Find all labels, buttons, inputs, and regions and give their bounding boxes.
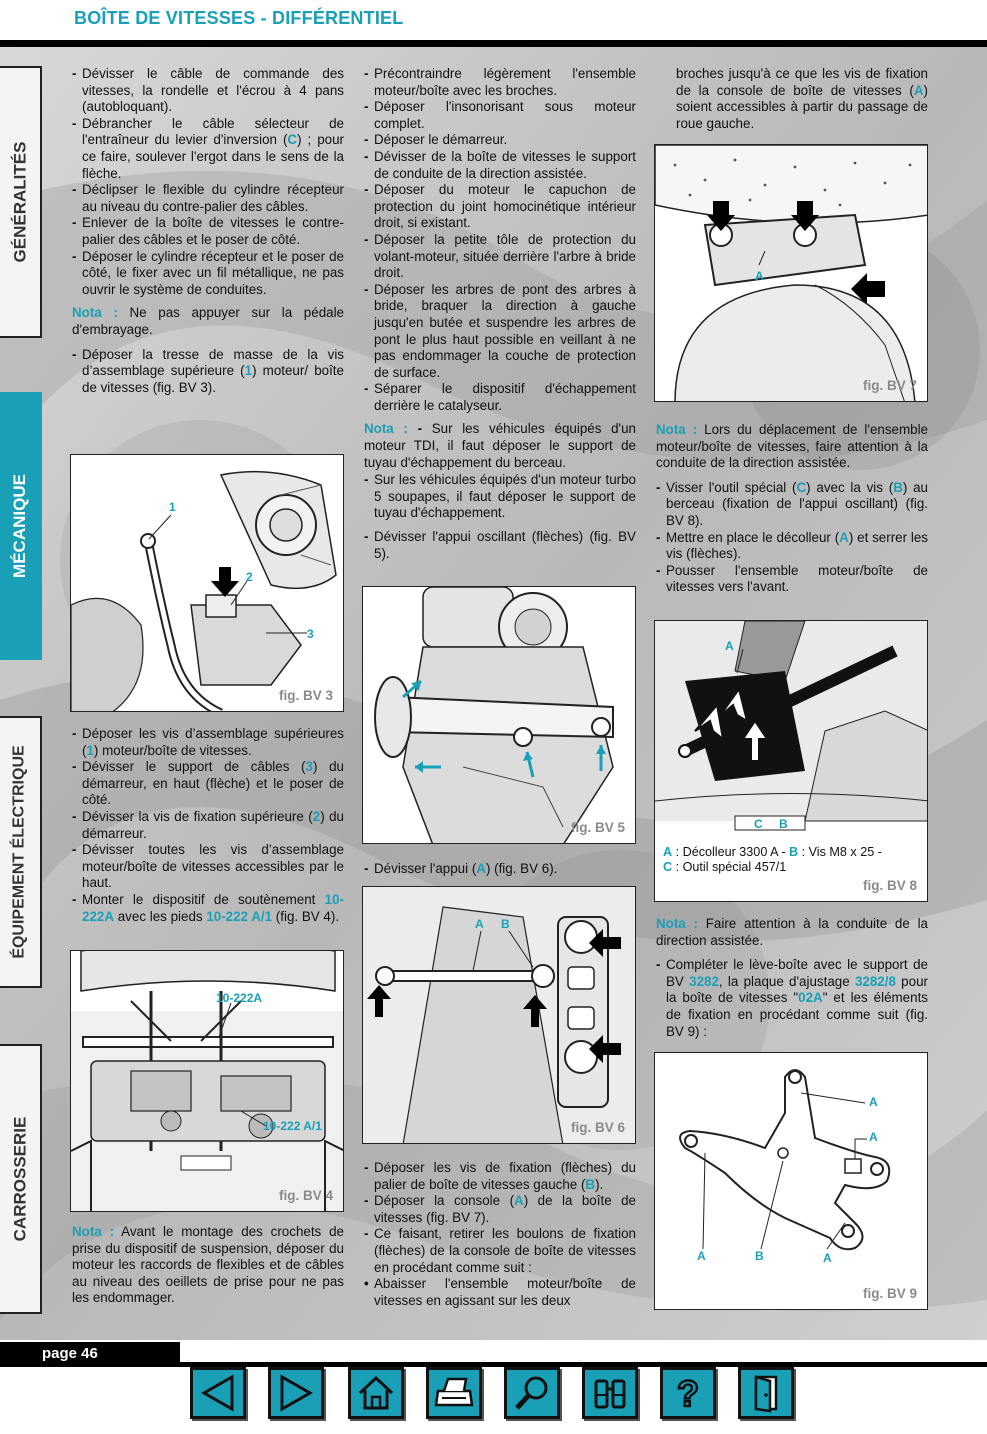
- column-1-top: - Dévisser le câble de commande des vitesses, la rondelle et l'écrou à 4 pans (autobloquant). - Débrancher le câble sélecteur de l'entraîneur du levier d'inversion (C) ; pour ce faire, soulever l'ergot dans le sens de la flèche. - Déclipser le flexible du cylindre récepteur au niveau du contre-palier des câbles. - Enlever de la boîte de vitesses le contre-palier des câbles et le poser de côté. - Déposer le cylindre récepteur et le poser de côté, le fixer avec un fil métallique, ne pas ouvrir le système de conduites. Nota : Ne pas appuyer sur la pédale d'embrayage. - Déposer la tresse de masse de la vis d’assemblage supérieure (1) moteur/ boîte de vitesses (fig. BV 3).: [72, 66, 345, 395]
- home-icon: [356, 1373, 396, 1413]
- nota-tdi: Nota : - Sur les véhicules équipés d'un moteur TDI, il faut déposer le support de tuyau d'échappement du berceau.: [364, 421, 636, 470]
- page-title: BOÎTE DE VITESSES - DIFFÉRENTIEL: [74, 8, 404, 28]
- figure-bv9: [654, 1052, 928, 1310]
- figure-caption: fig. BV 8: [862, 878, 917, 893]
- prev-arrow-icon: [198, 1373, 238, 1413]
- tab-label: CARROSSERIE: [10, 1116, 29, 1242]
- callout-1: 1: [169, 500, 176, 514]
- column-2-middle: - Dévisser l'appui (A) (fig. BV 6).: [364, 861, 558, 876]
- column-3-middle: Nota : Lors du déplacement de l'ensemble moteur/boîte de vitesses, faire attention à la conduite de la direction assistée. - Visser l'outil spécial (C) avec la vis (B) au berceau (fixation de l'appui oscillant) (fig. BV 8). - Mettre en place le décolleur (A) et serrer les vis (flèches). - Pousser l'ensemble moteur/boîte de vitesses vers l'avant.: [656, 422, 929, 595]
- callout-3: 3: [307, 627, 314, 641]
- figure-caption: fig. BV 5: [570, 820, 625, 835]
- figure-bv8: [654, 620, 928, 902]
- callout-a: A: [869, 1095, 878, 1109]
- nota-crochets: Nota : Avant le montage des crochets de prise du dispositif de suspension, déposer du moteur les raccords de flexibles et de câbles au niveau des oeillets de prise pour ne pas les endommager.: [72, 1224, 344, 1306]
- figure-bv6: [362, 886, 636, 1144]
- tab-label: GÉNÉRALITÉS: [10, 141, 29, 263]
- binoculars-icon: [590, 1373, 630, 1413]
- nota-embrayage: Nota : Ne pas appuyer sur la pédale d'embrayage.: [72, 305, 345, 337]
- callout-b: B: [501, 917, 510, 931]
- figure-bv5: [362, 586, 636, 844]
- print-button[interactable]: [426, 1367, 482, 1419]
- callout-c: C: [754, 817, 763, 831]
- figure-bv3: [70, 454, 344, 712]
- callout-10-222a-1: 10-222 A/1: [263, 1119, 322, 1133]
- figure-legend: A : Décolleur 3300 A - B : Vis M8 x 25 - C : Outil spécial 457/1: [663, 845, 882, 874]
- callout-a: A: [755, 269, 764, 283]
- figure-bv4: [70, 950, 344, 1212]
- navigation-bar: [190, 1367, 800, 1425]
- exit-button[interactable]: [738, 1367, 794, 1419]
- callout-2: 2: [246, 570, 253, 584]
- column-2-bottom: - Déposer les vis de fixation (flèches) du palier de boîte de vitesses gauche (B). - Déposer la console (A) de la boîte de vitesses (fig. BV 7). - Ce faisant, retirer les boulons de fixation (flèches) de la console de boîte de vitesses en procédant comme suit : • Abaisser l'ensemble moteur/boîte de vitesses en agissant sur les deux: [364, 1160, 636, 1308]
- figure-caption: fig. BV 4: [278, 1188, 333, 1203]
- tab-generalites[interactable]: [0, 66, 42, 338]
- column-3-lower: Nota : Faire attention à la conduite de la direction assistée. - Compléter le lève-boîte avec le support de BV 3282, la plaque d'ajustage 3282/8 pour la boîte de vitesses "02A" et les éléments de fixation en procédant comme suit (fig. BV 9) :: [656, 916, 928, 1039]
- next-arrow-icon: [276, 1373, 316, 1413]
- page-number: page 46: [0, 1340, 182, 1364]
- figure-caption: fig. BV 3: [278, 688, 333, 703]
- tab-label: MÉCANIQUE: [10, 474, 29, 578]
- figure-bv7: [654, 144, 928, 402]
- home-button[interactable]: [348, 1367, 404, 1419]
- figure-caption: fig. BV 9: [862, 1286, 917, 1301]
- svg-text:?: ?: [677, 1373, 699, 1413]
- search-button[interactable]: [504, 1367, 560, 1419]
- tab-equipement-electrique[interactable]: [0, 716, 42, 988]
- column-1-middle: - Déposer les vis d’assemblage supérieures (1) moteur/boîte de vitesses. - Dévisser le support de câbles (3) du démarreur, en haut (flèche) et le poser de côté. - Dévisser la vis de fixation supérieure (2) du démarreur. - Dévisser toutes les vis d’assemblage moteur/boîte de vitesses accessibles par le haut. - Monter le dispositif de soutènement 10-222A avec les pieds 10-222 A/1 (fig. BV 4).: [72, 726, 345, 924]
- exit-door-icon: [746, 1373, 786, 1413]
- callout-a: A: [725, 639, 734, 653]
- help-button[interactable]: [660, 1367, 716, 1419]
- prev-page-button[interactable]: [190, 1367, 246, 1419]
- next-page-button[interactable]: [268, 1367, 324, 1419]
- callout-10-222a: 10-222A: [216, 991, 263, 1005]
- callout-b: B: [779, 817, 788, 831]
- top-rule: [0, 40, 987, 47]
- search-magnifier-icon: [512, 1373, 552, 1413]
- figure-caption: fig. BV 7: [862, 378, 917, 393]
- tab-label: ÉQUIPEMENT ÉLECTRIQUE: [11, 745, 29, 959]
- callout-b: B: [755, 1249, 764, 1263]
- callout-a: A: [823, 1251, 832, 1265]
- tab-carrosserie[interactable]: [0, 1044, 42, 1314]
- print-icon: [432, 1373, 476, 1413]
- column-2-top: - Précontraindre légèrement l'ensemble moteur/boîte avec les broches. - Déposer l'insonorisant sous moteur complet. - Déposer le démarreur. - Dévisser de la boîte de vitesses le support de conduite de la direction assistée. - Déposer du moteur le capuchon de protection du joint homocinétique intérieur droit, si existant. - Déposer la petite tôle de protection du volant-moteur, située derrière l'arbre à bride droit. - Déposer les arbres de pont des arbres à bride, braquer la direction à gauche jusqu'en butée et suspendre les arbres de pont le plus haut possible en veillant à ne pas endommager la couche de protection de surface. - Séparer le dispositif d'échappement derrière le catalyseur. Nota : - Sur les véhicules équipés d'un moteur TDI, il faut déposer le support de tuyau d'échappement du berceau. - Sur les véhicules équipés d'un moteur turbo 5 soupapes, il faut déposer le support de tuyau d'échappement. - Dévisser l'appui oscillant (flèches) (fig. BV 5).: [364, 66, 636, 561]
- tab-mecanique[interactable]: [0, 392, 42, 660]
- callout-a: A: [697, 1249, 706, 1263]
- callout-a: A: [475, 917, 484, 931]
- figure-caption: fig. BV 6: [570, 1120, 625, 1135]
- find-button[interactable]: [582, 1367, 638, 1419]
- column-1-bottom: [72, 1224, 344, 1308]
- callout-a: A: [869, 1130, 878, 1144]
- column-3-top: broches jusqu'à ce que les vis de fixation de la console de boîte de vitesses (A) soient accessibles à partir du passage de roue gauche.: [676, 66, 928, 131]
- help-icon: [668, 1373, 708, 1413]
